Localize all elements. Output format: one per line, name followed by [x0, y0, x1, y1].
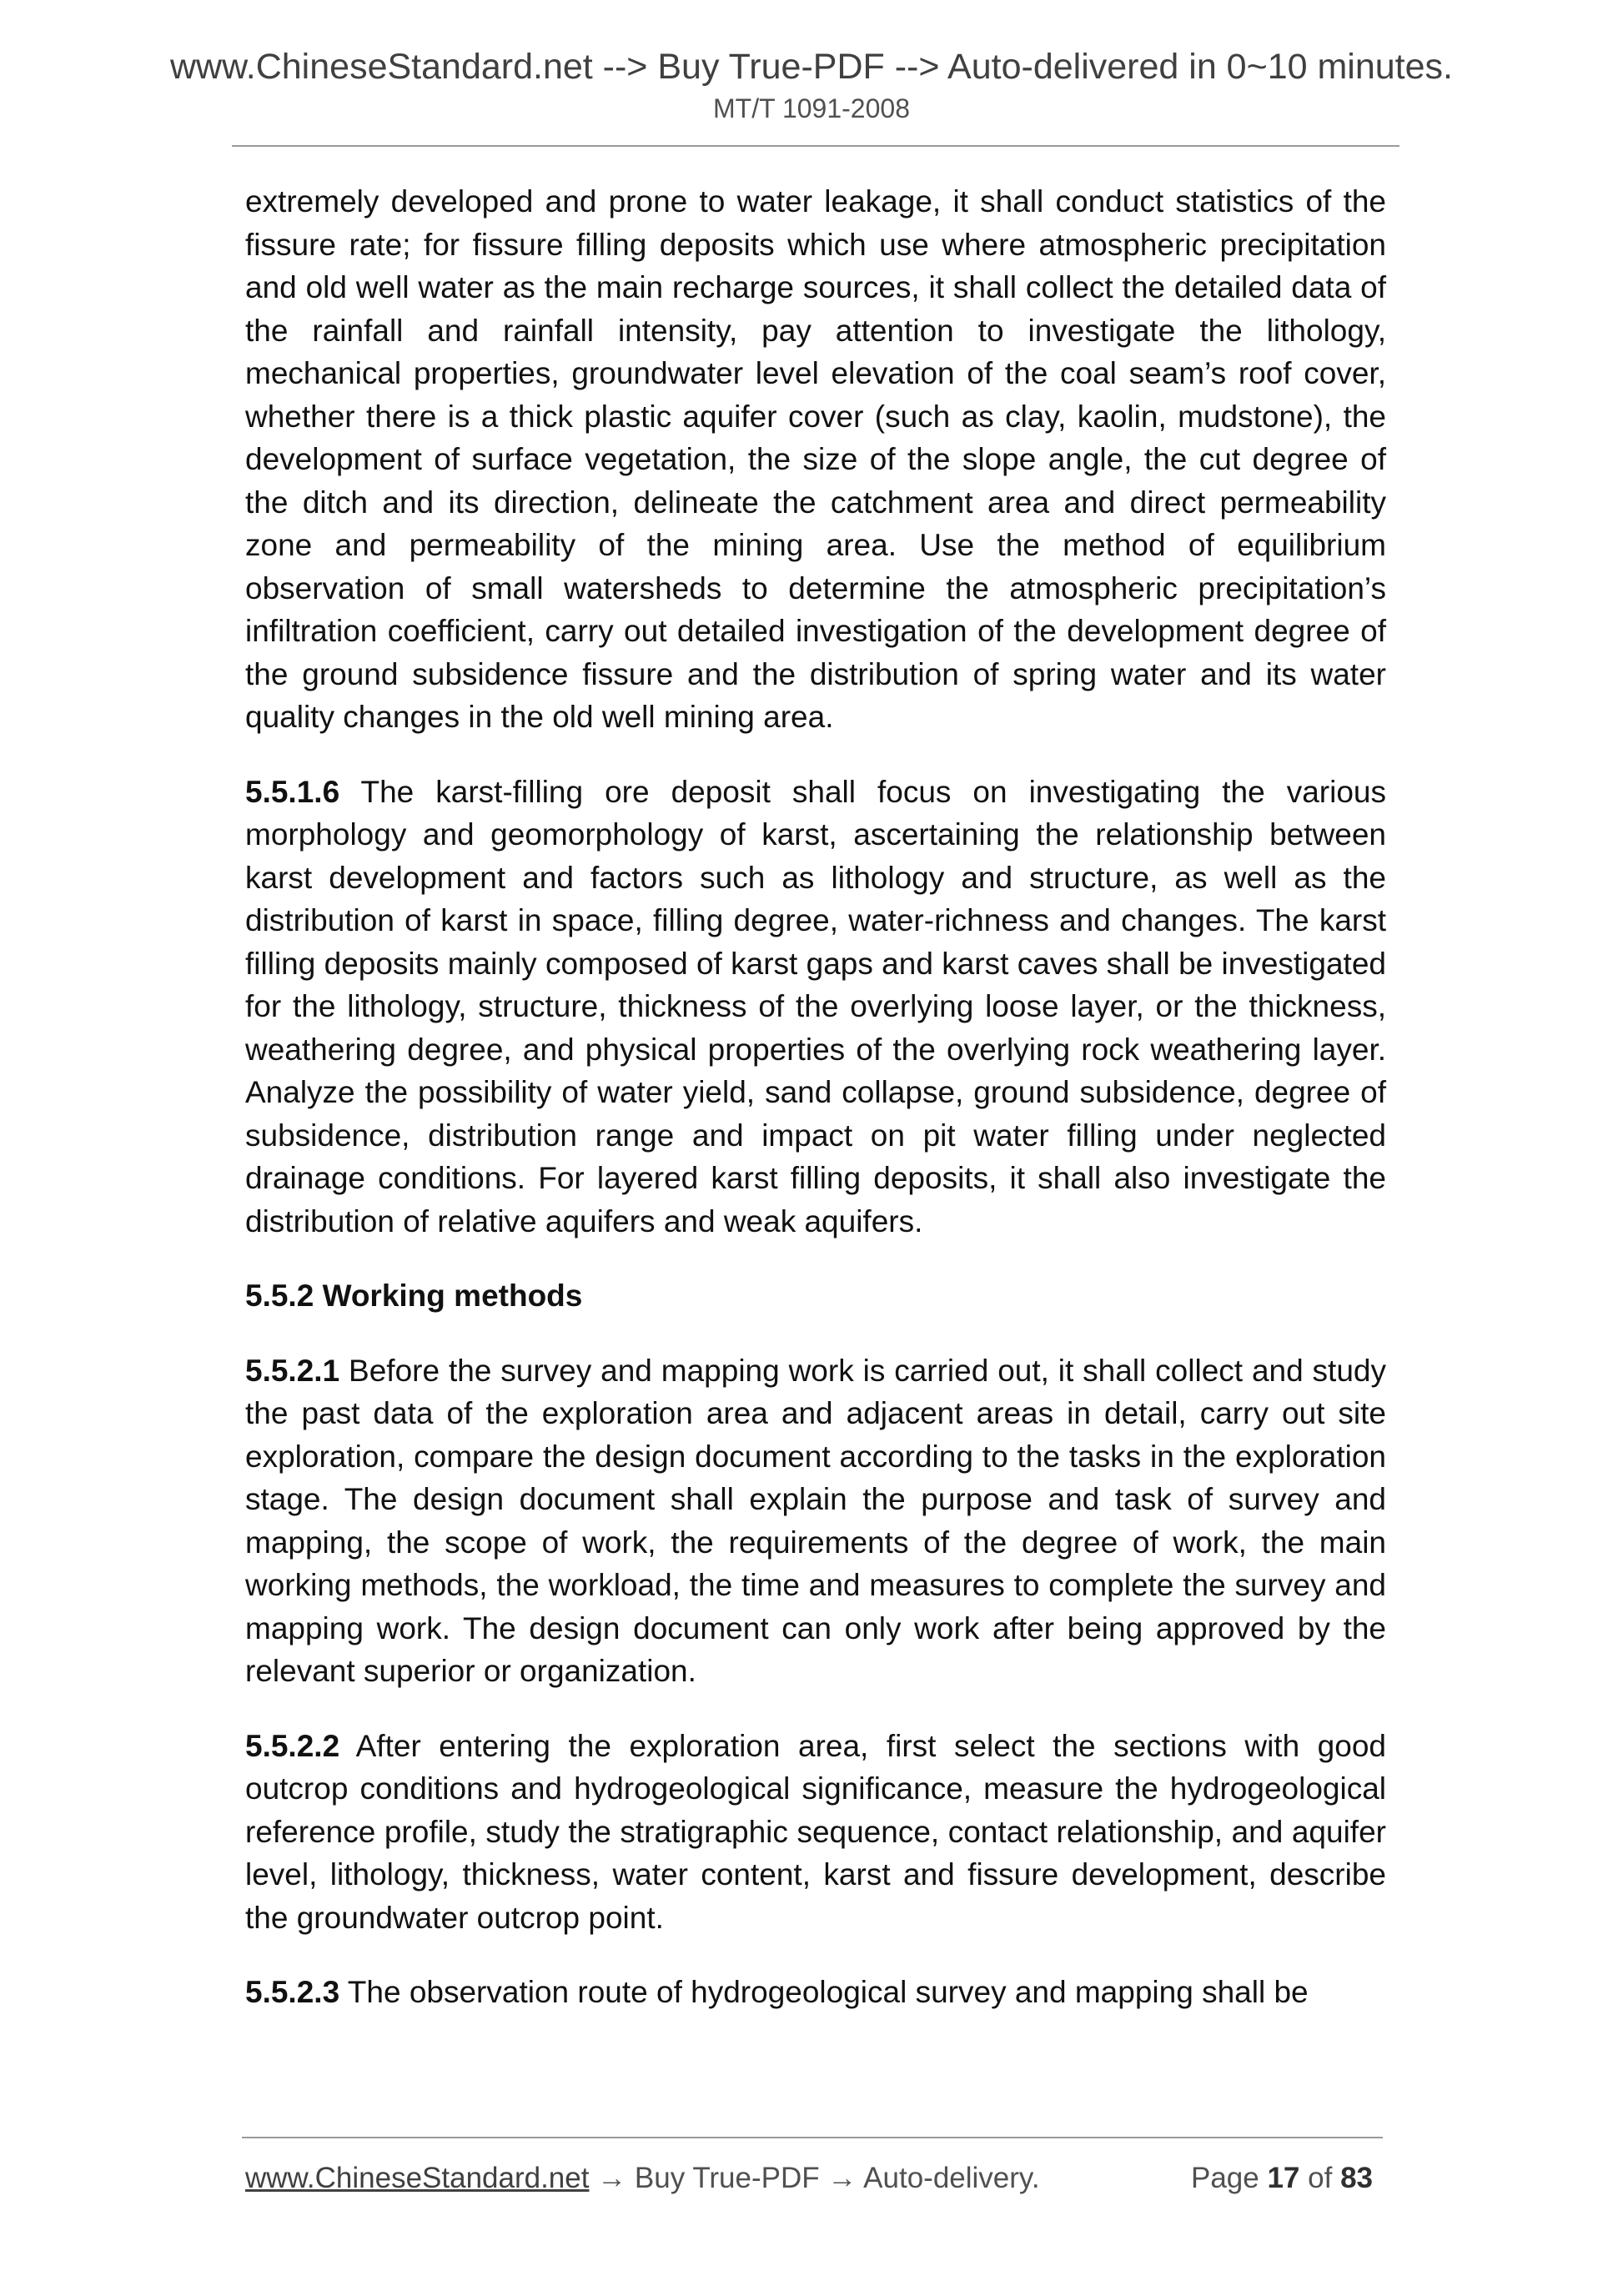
paragraph-5-5-2-3: [245, 1971, 1386, 2014]
paragraph-5-5-2-1: [245, 1349, 1386, 1693]
footer-divider: [242, 2137, 1383, 2138]
document-id: MT/T 1091-2008: [713, 93, 910, 123]
paragraph-5-5-2-2: [245, 1725, 1386, 1940]
page-header: [0, 43, 1623, 127]
page-number: 17: [1267, 2162, 1300, 2194]
paragraph-text: extremely developed and prone to water leakage, it shall conduct statistics of the fissure rate; for fissure filling deposits which use where atmospheric precipitation and old well water as the main recharge sources, it shall collect the detailed data of the rainfall and rainfall intensity, pay attention to investigate the lithology, mechanical properties, groundwater level elevation of the coal seam’s roof cover, whether there is a thick plastic aquifer cover (such as clay, kaolin, mudstone), the development of surface vegetation, the size of the slope angle, the cut degree of the ditch and its direction, delineate the catchment area and direct permeability zone and permeability of the mining area. Use the method of equilibrium observation of small watersheds to determine the atmospheric precipitation’s infiltration coefficient, carry out detailed investigation of the development degree of the ground subsidence fissure and the distribution of spring water and its water quality changes in the old well mining area.: [245, 184, 1386, 734]
clause-number: 5.5.2.1: [245, 1353, 340, 1388]
document-body: [245, 180, 1386, 2046]
clause-number: 5.5.1.6: [245, 774, 340, 809]
paragraph-continuation: [245, 180, 1386, 739]
page-total: 83: [1340, 2162, 1373, 2194]
footer-text: → Buy True-PDF → Auto-delivery.: [589, 2162, 1040, 2194]
header-divider: [232, 145, 1399, 147]
of-label: of: [1308, 2162, 1333, 2194]
paragraph-text: The observation route of hydrogeological survey and mapping shall be: [347, 1975, 1309, 2009]
paragraph-5-5-1-6: [245, 771, 1386, 1243]
page-label: Page: [1190, 2162, 1259, 2194]
paragraph-text: Before the survey and mapping work is carried out, it shall collect and study the past data of the exploration area and adjacent areas in detail, carry out site exploration, compare the design document according to the tasks in the exploration stage. The design document shall explain the purpose and task of survey and mapping, the scope of work, the requirements of the degree of work, the main working methods, the workload, the time and measures to complete the survey and mapping work. The design document can only work after being approved by the relevant superior or organization.: [245, 1353, 1386, 1688]
paragraph-text: After entering the exploration area, first select the sections with good outcrop conditions and hydrogeological significance, measure the hydrogeological reference profile, study the stratigraphic sequence, contact relationship, and aquifer level, lithology, thickness, water content, karst and fissure development, describe the groundwater outcrop point.: [245, 1728, 1386, 1935]
clause-number: 5.5.2.2: [245, 1728, 340, 1763]
paragraph-text: The karst-filling ore deposit shall focus on investigating the various morphology and geomorphology of karst, ascertaining the relationship between karst development and factors such as lithology and structure, as well as the distribution of karst in space, filling degree, water-richness and changes. The karst filling deposits mainly composed of karst gaps and karst caves shall be investigated for the lithology, structure, thickness of the overlying loose layer, or the thickness, weathering degree, and physical properties of the overlying rock weathering layer. Analyze the possibility of water yield, sand collapse, ground subsidence, degree of subsidence, distribution range and impact on pit water filling under neglected drainage conditions. For layered karst filling deposits, it shall also investigate the distribution of relative aquifers and weak aquifers.: [245, 774, 1386, 1238]
header-banner[interactable]: www.ChineseStandard.net --> Buy True-PDF --> Auto-delivered in 0~10 minutes.: [169, 47, 1453, 87]
footer-link[interactable]: www.ChineseStandard.net: [245, 2162, 590, 2194]
page-footer: [245, 2158, 1373, 2198]
section-heading: 5.5.2 Working methods: [245, 1279, 583, 1313]
page-indicator: [1191, 2158, 1373, 2198]
clause-number: 5.5.2.3: [245, 1975, 340, 2009]
